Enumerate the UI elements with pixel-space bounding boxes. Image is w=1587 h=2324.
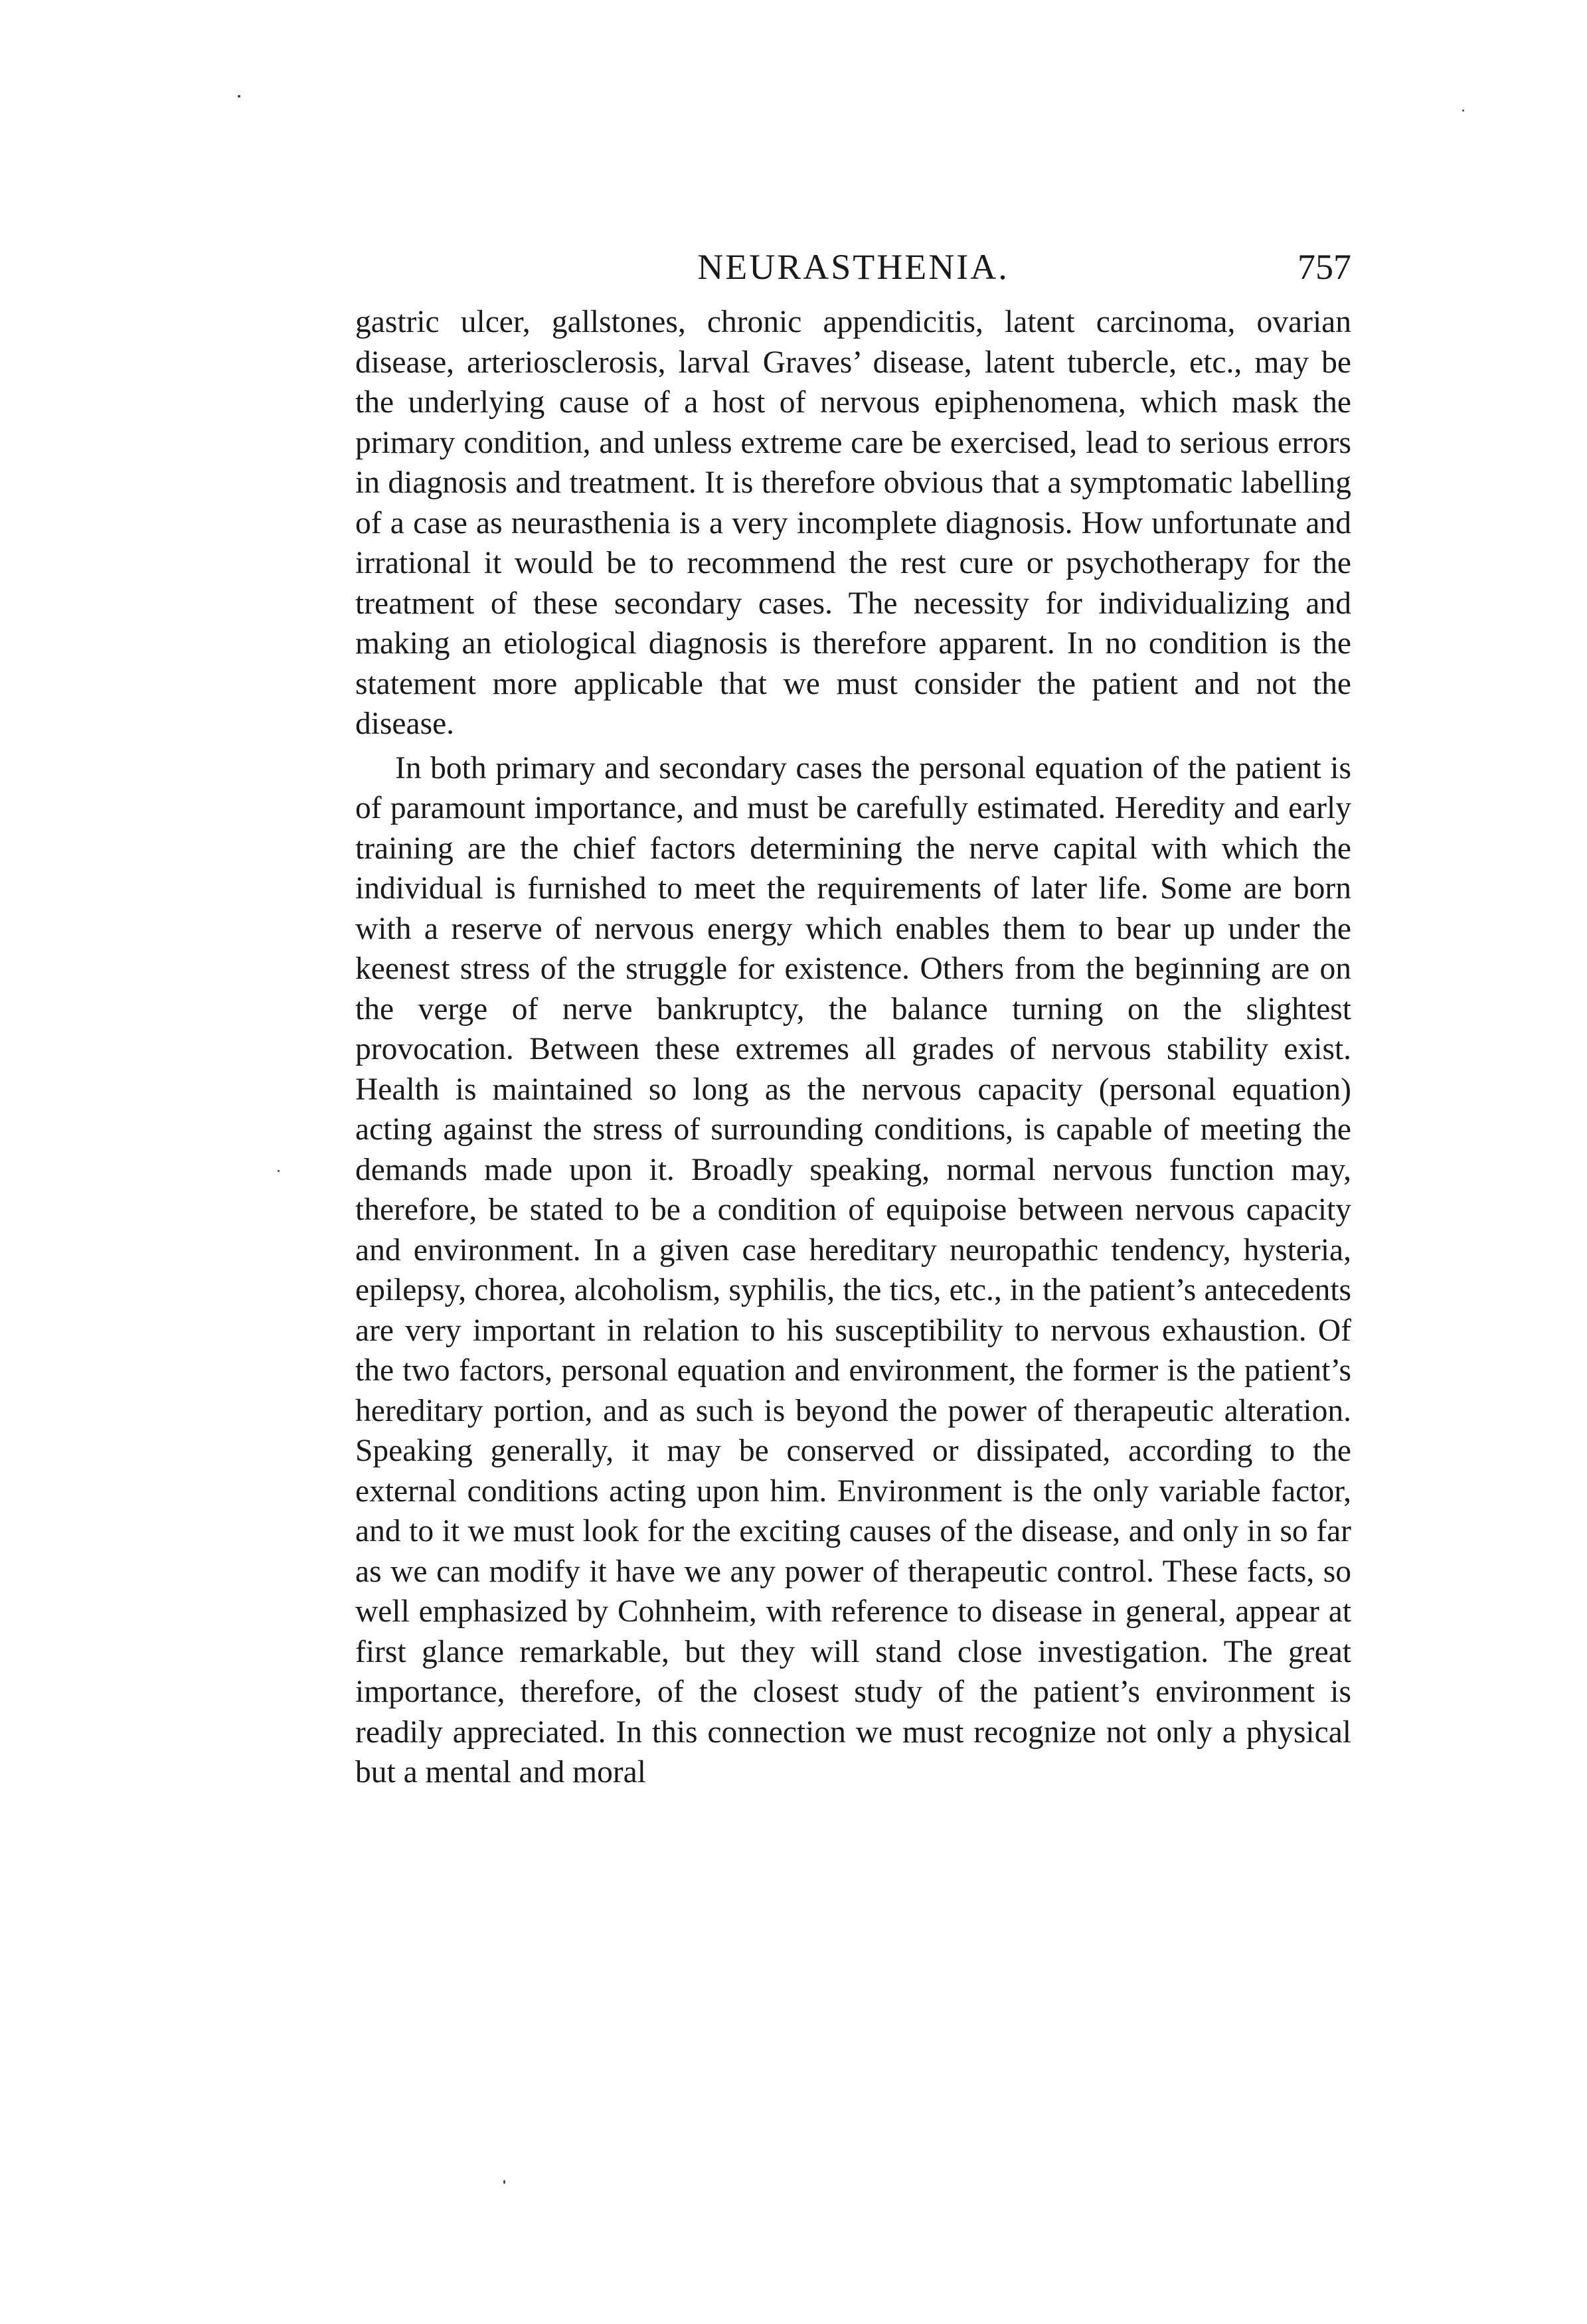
- ink-speck: [503, 2180, 505, 2184]
- running-title: NEURASTHENIA.: [697, 247, 1009, 287]
- page-header: [355, 240, 1351, 293]
- ink-speck: [278, 1170, 280, 1172]
- paragraph-2: In both primary and secondary cases the personal equation of the patient is of paramount importance, and must be carefully estimated. Heredity and early training are the chief factors determining the nerve capital with which the individual is furnished to meet the requirements of later life. Some are born with a reserve of nervous energy which enables them to bear up under the keenest stress of the struggle for existence. Others from the beginning are on the verge of nerve bankruptcy, the balance turning on the slightest provocation. Between these extremes all grades of nervous stability exist. Health is maintained so long as the nervous capacity (personal equation) acting against the stress of surrounding conditions, is capable of meeting the demands made upon it. Broadly speaking, normal nervous function may, therefore, be stated to be a condition of equipoise between nervous capacity and environment. In a given case hereditary neuropathic tendency, hysteria, epilepsy, chorea, alcoholism, syphilis, the tics, etc., in the patient’s antecedents are very important in relation to his susceptibility to nervous exhaustion. Of the two factors, personal equation and environment, the former is the patient’s hereditary portion, and as such is beyond the power of therapeutic alteration. Speaking generally, it may be conserved or dissipated, according to the external conditions acting upon him. Environment is the only variable factor, and to it we must look for the exciting causes of the disease, and only in so far as we can modify it have we any power of therapeutic control. These facts, so well emphasized by Cohnheim, with reference to disease in general, appear at first glance remarkable, but they will stand close investigation. The great importance, therefore, of the closest study of the patient’s environment is readily appreciated. In this connection we must recognize not only a physical but a mental and moral: [355, 750, 1351, 1789]
- ink-speck: [1462, 110, 1464, 112]
- paragraph-1: gastric ulcer, gallstones, chronic appendicitis, latent carcinoma, ovarian disease, arteriosclerosis, larval Graves’ disease, latent tubercle, etc., may be the underlying cause of a host of nervous epiphenomena, which mask the primary condition, and unless extreme care be exercised, lead to serious errors in diagnosis and treatment. It is therefore obvious that a symptomatic labelling of a case as neurasthenia is a very incomplete diagnosis. How unfortunate and irrational it would be to recommend the rest cure or psychotherapy for the treatment of these secondary cases. The necessity for individualizing and making an etiological diagnosis is therefore apparent. In no condition is the statement more applicable that we must consider the patient and not the disease.: [355, 305, 1351, 741]
- ink-speck: [238, 95, 240, 98]
- page-number: 757: [1297, 247, 1351, 287]
- body-text: [355, 302, 1351, 1793]
